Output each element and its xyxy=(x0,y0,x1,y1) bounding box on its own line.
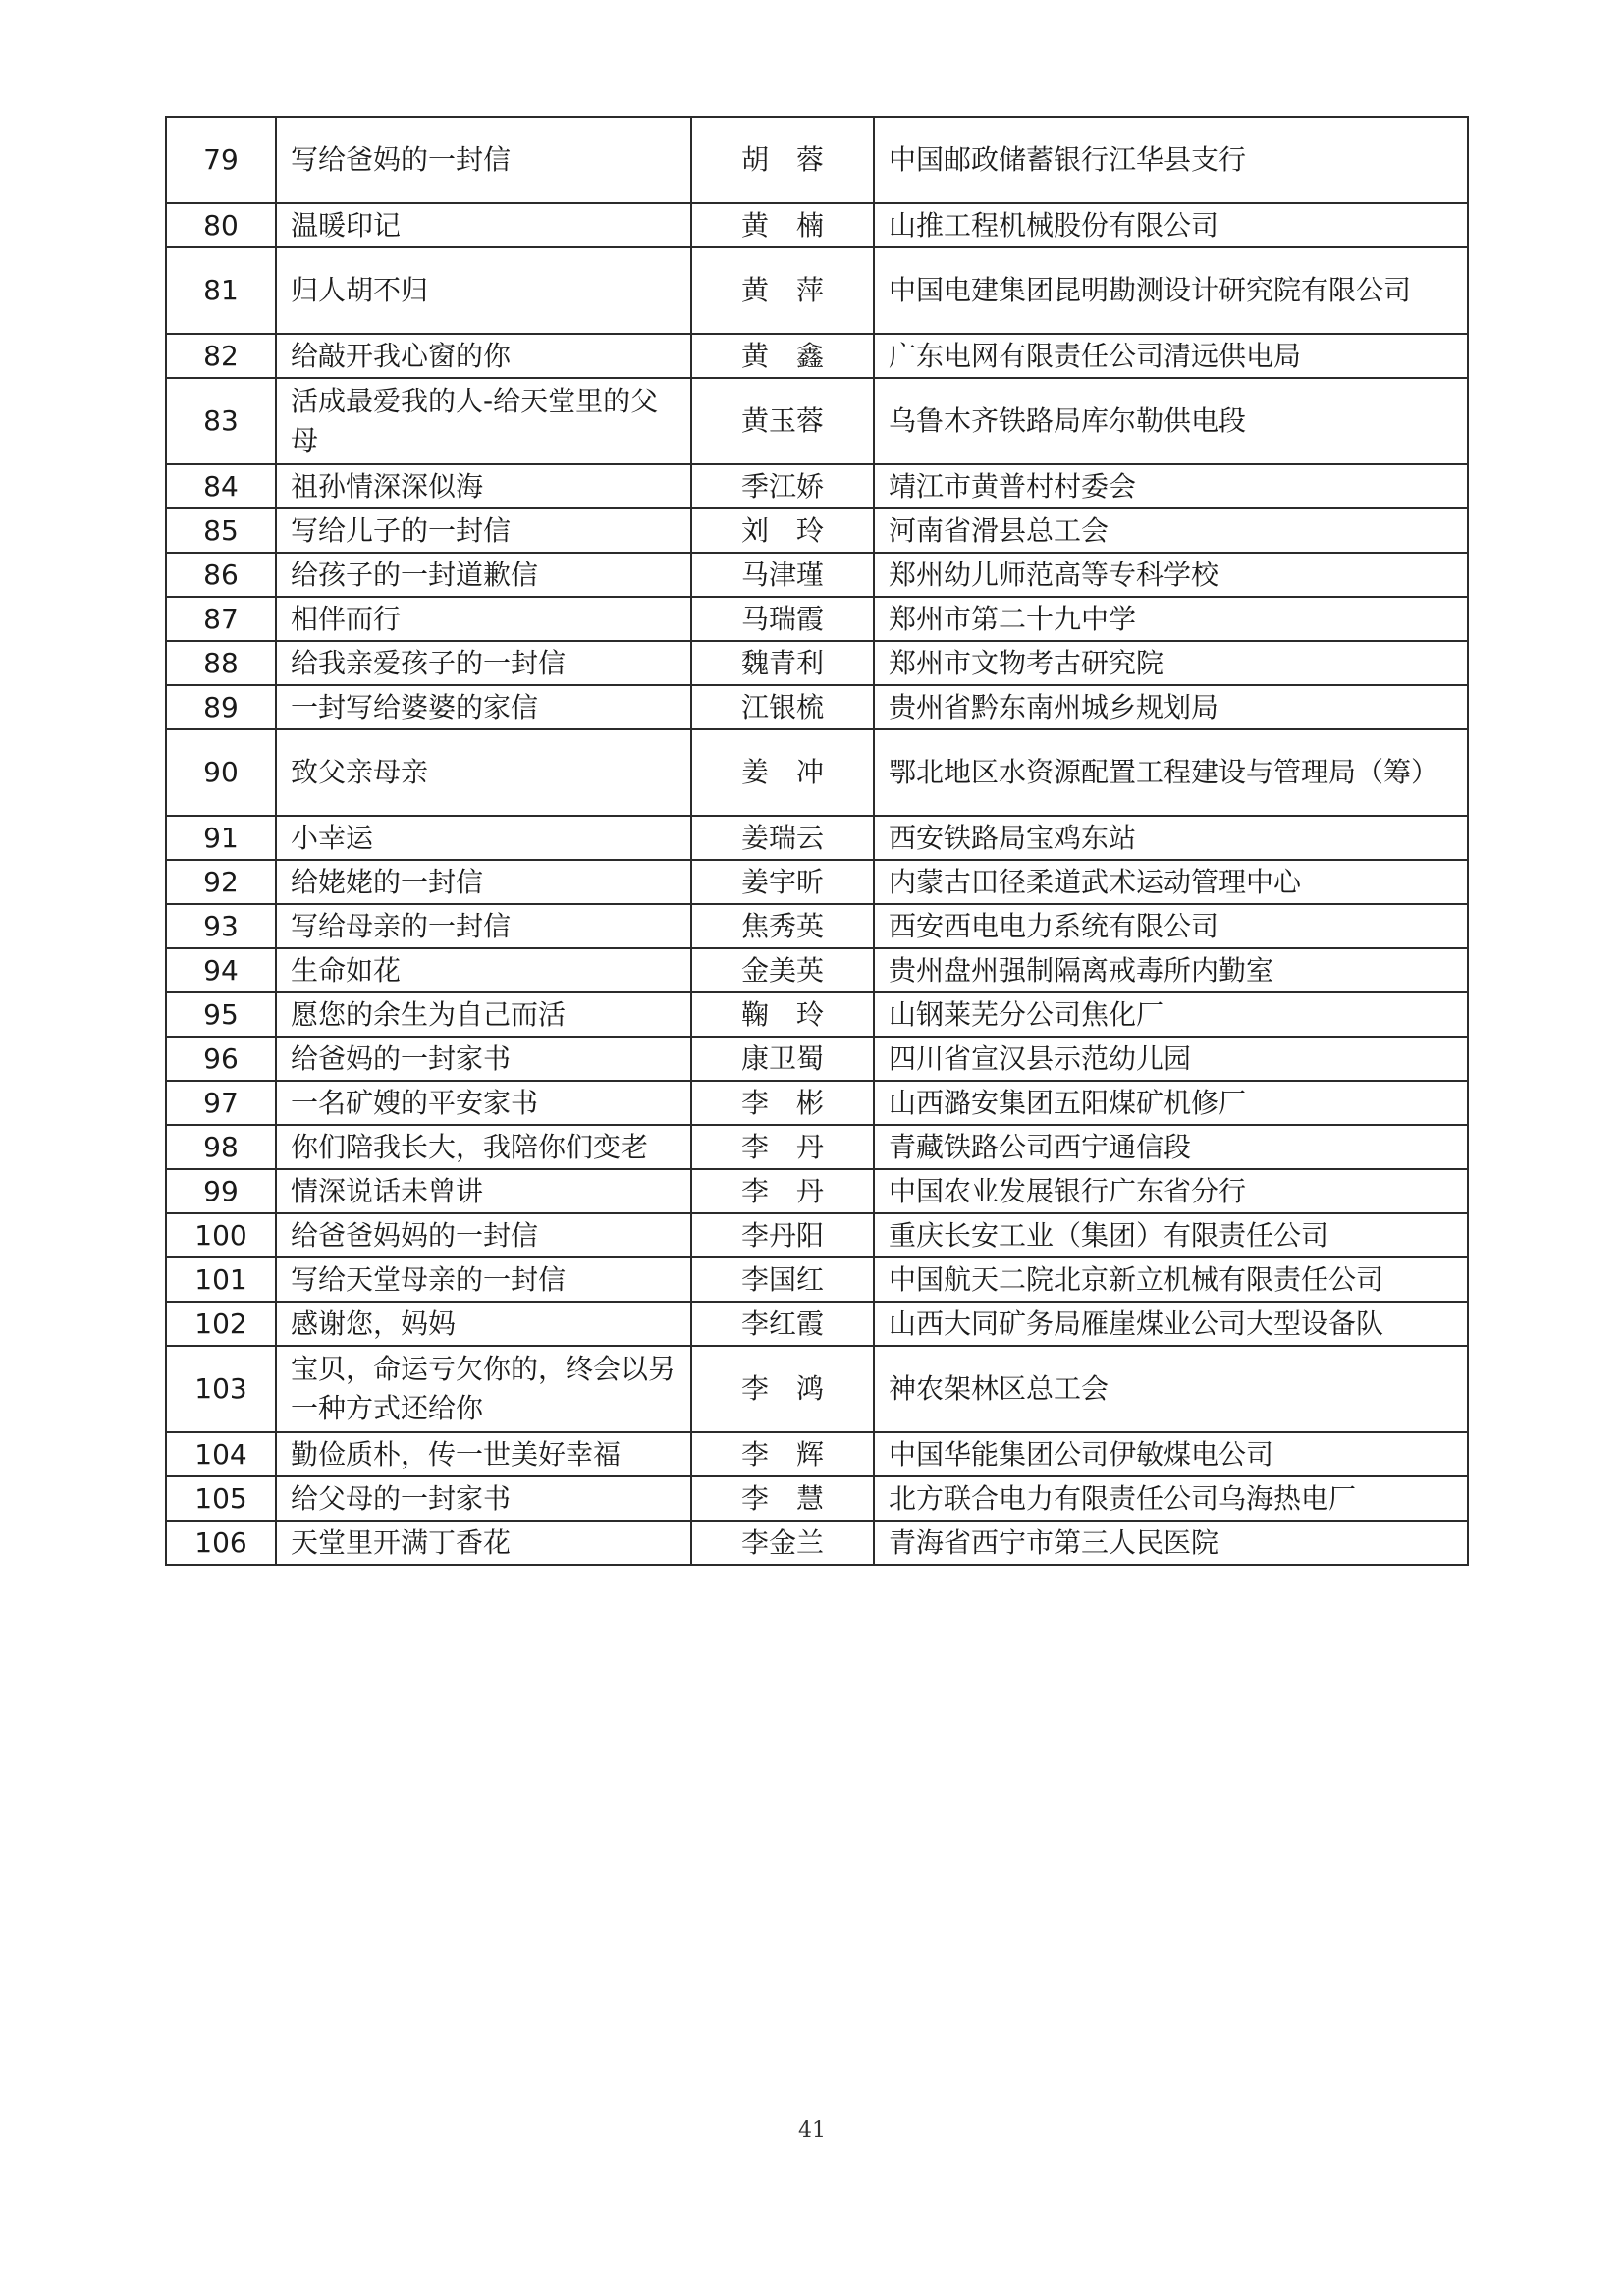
entry-organization: 西安铁路局宝鸡东站 xyxy=(874,816,1468,860)
entry-author: 马瑞霞 xyxy=(691,597,874,641)
entry-number: 103 xyxy=(166,1346,276,1432)
entry-author: 姜 冲 xyxy=(691,729,874,816)
entry-organization: 内蒙古田径柔道武术运动管理中心 xyxy=(874,860,1468,904)
entry-author: 李 彬 xyxy=(691,1081,874,1125)
entry-organization: 四川省宣汉县示范幼儿园 xyxy=(874,1037,1468,1081)
entry-title: 天堂里开满丁香花 xyxy=(276,1521,691,1565)
entry-organization: 北方联合电力有限责任公司乌海热电厂 xyxy=(874,1476,1468,1521)
entry-number: 87 xyxy=(166,597,276,641)
entry-number: 79 xyxy=(166,117,276,203)
table-row xyxy=(166,334,1468,378)
entry-organization: 中国农业发展银行广东省分行 xyxy=(874,1169,1468,1213)
entry-author: 魏青利 xyxy=(691,641,874,685)
entry-author: 康卫蜀 xyxy=(691,1037,874,1081)
table-row xyxy=(166,1346,1468,1432)
entry-title: 生命如花 xyxy=(276,948,691,992)
entry-organization: 山西潞安集团五阳煤矿机修厂 xyxy=(874,1081,1468,1125)
entry-number: 94 xyxy=(166,948,276,992)
entry-title: 勤俭质朴，传一世美好幸福 xyxy=(276,1432,691,1476)
entry-title: 愿您的余生为自己而活 xyxy=(276,992,691,1037)
entry-number: 97 xyxy=(166,1081,276,1125)
entry-title: 感谢您，妈妈 xyxy=(276,1302,691,1346)
entry-title: 给姥姥的一封信 xyxy=(276,860,691,904)
entry-number: 82 xyxy=(166,334,276,378)
entry-organization: 山西大同矿务局雁崖煤业公司大型设备队 xyxy=(874,1302,1468,1346)
entry-title: 情深说话未曾讲 xyxy=(276,1169,691,1213)
table-row xyxy=(166,816,1468,860)
entry-number: 102 xyxy=(166,1302,276,1346)
entry-organization: 青藏铁路公司西宁通信段 xyxy=(874,1125,1468,1169)
entry-title: 归人胡不归 xyxy=(276,247,691,334)
entry-number: 83 xyxy=(166,378,276,464)
entry-number: 89 xyxy=(166,685,276,729)
table-row xyxy=(166,597,1468,641)
table-row xyxy=(166,1169,1468,1213)
entry-number: 101 xyxy=(166,1257,276,1302)
table-row xyxy=(166,1125,1468,1169)
table-row xyxy=(166,948,1468,992)
entry-number: 80 xyxy=(166,203,276,247)
entry-number: 81 xyxy=(166,247,276,334)
entry-organization: 靖江市黄普村村委会 xyxy=(874,464,1468,508)
entry-author: 李金兰 xyxy=(691,1521,874,1565)
table-row xyxy=(166,203,1468,247)
table-row xyxy=(166,1257,1468,1302)
entry-number: 95 xyxy=(166,992,276,1037)
entry-number: 99 xyxy=(166,1169,276,1213)
entry-author: 季江娇 xyxy=(691,464,874,508)
entry-organization: 青海省西宁市第三人民医院 xyxy=(874,1521,1468,1565)
entry-title: 写给儿子的一封信 xyxy=(276,508,691,553)
entry-number: 96 xyxy=(166,1037,276,1081)
entry-author: 胡 蓉 xyxy=(691,117,874,203)
table-row xyxy=(166,1476,1468,1521)
entry-author: 李 鸿 xyxy=(691,1346,874,1432)
entry-title: 致父亲母亲 xyxy=(276,729,691,816)
entry-author: 李红霞 xyxy=(691,1302,874,1346)
entry-organization: 郑州市第二十九中学 xyxy=(874,597,1468,641)
entry-author: 黄 萍 xyxy=(691,247,874,334)
table-row xyxy=(166,1432,1468,1476)
entry-title: 给爸妈的一封家书 xyxy=(276,1037,691,1081)
entry-title: 给父母的一封家书 xyxy=(276,1476,691,1521)
entry-author: 金美英 xyxy=(691,948,874,992)
entry-title: 写给爸妈的一封信 xyxy=(276,117,691,203)
entry-organization: 广东电网有限责任公司清远供电局 xyxy=(874,334,1468,378)
entry-number: 91 xyxy=(166,816,276,860)
entry-author: 李 慧 xyxy=(691,1476,874,1521)
entry-author: 李国红 xyxy=(691,1257,874,1302)
entry-title: 给我亲爱孩子的一封信 xyxy=(276,641,691,685)
entry-organization: 中国航天二院北京新立机械有限责任公司 xyxy=(874,1257,1468,1302)
entry-number: 92 xyxy=(166,860,276,904)
entry-author: 黄 鑫 xyxy=(691,334,874,378)
entry-title: 一名矿嫂的平安家书 xyxy=(276,1081,691,1125)
entry-author: 姜宇昕 xyxy=(691,860,874,904)
entry-title: 给爸爸妈妈的一封信 xyxy=(276,1213,691,1257)
entry-number: 105 xyxy=(166,1476,276,1521)
table-row xyxy=(166,1213,1468,1257)
entry-number: 85 xyxy=(166,508,276,553)
entry-organization: 河南省滑县总工会 xyxy=(874,508,1468,553)
table-row xyxy=(166,553,1468,597)
table-row xyxy=(166,117,1468,203)
table-row xyxy=(166,1037,1468,1081)
entry-number: 100 xyxy=(166,1213,276,1257)
table-row xyxy=(166,378,1468,464)
entry-organization: 山钢莱芜分公司焦化厂 xyxy=(874,992,1468,1037)
entry-organization: 郑州市文物考古研究院 xyxy=(874,641,1468,685)
page-number: 41 xyxy=(798,2118,826,2143)
entry-organization: 重庆长安工业（集团）有限责任公司 xyxy=(874,1213,1468,1257)
entry-author: 李丹阳 xyxy=(691,1213,874,1257)
entry-title: 宝贝，命运亏欠你的，终会以另一种方式还给你 xyxy=(276,1346,691,1432)
table-row xyxy=(166,685,1468,729)
entry-organization: 中国电建集团昆明勘测设计研究院有限公司 xyxy=(874,247,1468,334)
entry-author: 黄玉蓉 xyxy=(691,378,874,464)
entry-title: 你们陪我长大，我陪你们变老 xyxy=(276,1125,691,1169)
entry-author: 李 丹 xyxy=(691,1169,874,1213)
entry-title: 给敲开我心窗的你 xyxy=(276,334,691,378)
entry-number: 104 xyxy=(166,1432,276,1476)
entry-number: 86 xyxy=(166,553,276,597)
entry-number: 98 xyxy=(166,1125,276,1169)
entry-number: 93 xyxy=(166,904,276,948)
entry-number: 84 xyxy=(166,464,276,508)
entry-author: 刘 玲 xyxy=(691,508,874,553)
table-row xyxy=(166,1081,1468,1125)
entry-organization: 乌鲁木齐铁路局库尔勒供电段 xyxy=(874,378,1468,464)
entry-organization: 西安西电电力系统有限公司 xyxy=(874,904,1468,948)
entry-organization: 鄂北地区水资源配置工程建设与管理局（筹） xyxy=(874,729,1468,816)
table-row xyxy=(166,464,1468,508)
entry-title: 写给母亲的一封信 xyxy=(276,904,691,948)
entry-author: 鞠 玲 xyxy=(691,992,874,1037)
entry-organization: 贵州省黔东南州城乡规划局 xyxy=(874,685,1468,729)
entry-title: 祖孙情深深似海 xyxy=(276,464,691,508)
entry-author: 黄 楠 xyxy=(691,203,874,247)
entry-organization: 山推工程机械股份有限公司 xyxy=(874,203,1468,247)
entry-author: 李 丹 xyxy=(691,1125,874,1169)
entries-table-body xyxy=(166,117,1468,1565)
entry-organization: 中国华能集团公司伊敏煤电公司 xyxy=(874,1432,1468,1476)
entry-author: 马津瑾 xyxy=(691,553,874,597)
entry-title: 给孩子的一封道歉信 xyxy=(276,553,691,597)
table-row xyxy=(166,904,1468,948)
table-row xyxy=(166,729,1468,816)
entry-organization: 郑州幼儿师范高等专科学校 xyxy=(874,553,1468,597)
table-row xyxy=(166,860,1468,904)
entry-organization: 神农架林区总工会 xyxy=(874,1346,1468,1432)
entry-title: 一封写给婆婆的家信 xyxy=(276,685,691,729)
entry-author: 焦秀英 xyxy=(691,904,874,948)
entry-organization: 贵州盘州强制隔离戒毒所内勤室 xyxy=(874,948,1468,992)
entry-title: 相伴而行 xyxy=(276,597,691,641)
entry-number: 88 xyxy=(166,641,276,685)
entry-number: 106 xyxy=(166,1521,276,1565)
table-row xyxy=(166,641,1468,685)
table-row xyxy=(166,1302,1468,1346)
entry-author: 姜瑞云 xyxy=(691,816,874,860)
entry-title: 活成最爱我的人-给天堂里的父母 xyxy=(276,378,691,464)
table-row xyxy=(166,508,1468,553)
table-row xyxy=(166,992,1468,1037)
table-row xyxy=(166,247,1468,334)
entry-number: 90 xyxy=(166,729,276,816)
entry-author: 江银梳 xyxy=(691,685,874,729)
entry-author: 李 辉 xyxy=(691,1432,874,1476)
entry-title: 写给天堂母亲的一封信 xyxy=(276,1257,691,1302)
entries-table xyxy=(165,116,1469,1566)
entry-title: 温暖印记 xyxy=(276,203,691,247)
table-row xyxy=(166,1521,1468,1565)
entry-title: 小幸运 xyxy=(276,816,691,860)
entry-organization: 中国邮政储蓄银行江华县支行 xyxy=(874,117,1468,203)
